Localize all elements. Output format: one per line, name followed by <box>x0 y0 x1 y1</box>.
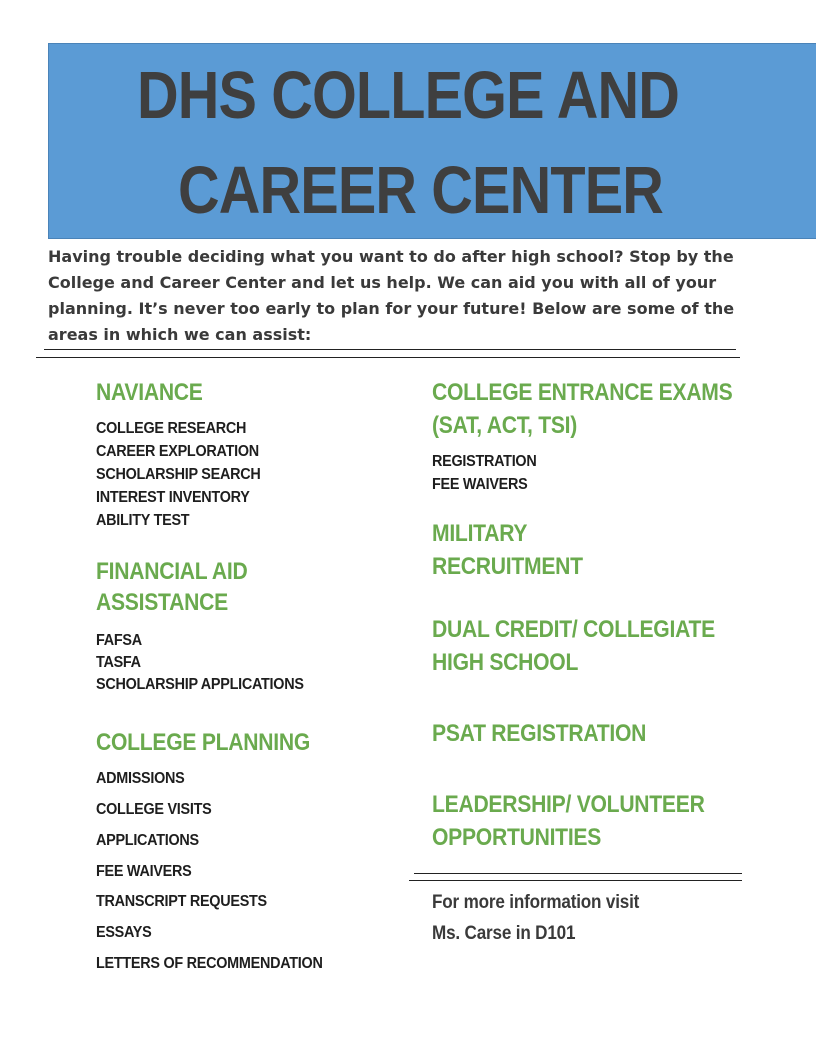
contact-info-line: Ms. Carse in D101 <box>432 923 576 944</box>
contact-divider-rule <box>409 880 742 881</box>
intro-line: areas in which we can assist: <box>48 325 312 344</box>
intro-paragraph <box>48 244 748 348</box>
section-heading-naviance: NAVIANCE <box>96 379 203 406</box>
section-heading-college-planning: COLLEGE PLANNING <box>96 729 311 756</box>
list-item: LETTERS OF RECOMMENDATION <box>96 955 323 972</box>
list-item: REGISTRATION <box>432 453 537 470</box>
section-heading-dual-credit: DUAL CREDIT/ COLLEGIATE <box>432 616 715 643</box>
list-item: SCHOLARSHIP APPLICATIONS <box>96 676 304 693</box>
banner-title-line-2: CAREER CENTER <box>178 153 664 228</box>
list-item: ESSAYS <box>96 924 152 941</box>
section-heading-leadership: LEADERSHIP/ VOLUNTEER <box>432 791 705 818</box>
list-item: ABILITY TEST <box>96 512 190 529</box>
section-heading-entrance-exams: COLLEGE ENTRANCE EXAMS <box>432 379 733 406</box>
section-heading-financial-aid: ASSISTANCE <box>96 589 228 616</box>
list-item: FEE WAIVERS <box>432 476 528 493</box>
list-item: COLLEGE VISITS <box>96 801 212 818</box>
list-item: TRANSCRIPT REQUESTS <box>96 893 267 910</box>
divider-rule <box>36 357 740 358</box>
contact-divider-rule <box>414 873 742 874</box>
list-item: ADMISSIONS <box>96 770 185 787</box>
list-item: TASFA <box>96 654 141 671</box>
section-heading-military: RECRUITMENT <box>432 553 583 580</box>
list-item: INTEREST INVENTORY <box>96 489 250 506</box>
section-heading-dual-credit: HIGH SCHOOL <box>432 649 579 676</box>
divider-rule <box>44 349 736 350</box>
list-item: CAREER EXPLORATION <box>96 443 259 460</box>
list-item: APPLICATIONS <box>96 832 199 849</box>
section-heading-psat: PSAT REGISTRATION <box>432 720 647 747</box>
intro-line: planning. It’s never too early to plan for your future! Below are some of the <box>48 299 735 318</box>
list-item: COLLEGE RESEARCH <box>96 420 247 437</box>
list-item: FAFSA <box>96 632 142 649</box>
intro-line: College and Career Center and let us help. We can aid you with all of your <box>48 273 717 292</box>
section-heading-leadership: OPPORTUNITIES <box>432 824 602 851</box>
title-banner <box>48 43 816 239</box>
section-heading-military: MILITARY <box>432 520 528 547</box>
section-heading-financial-aid: FINANCIAL AID <box>96 558 248 585</box>
contact-info-line: For more information visit <box>432 892 640 913</box>
banner-title-line-1: DHS COLLEGE AND <box>137 58 679 133</box>
section-heading-entrance-exams: (SAT, ACT, TSI) <box>432 412 578 439</box>
list-item: SCHOLARSHIP SEARCH <box>96 466 261 483</box>
intro-line: Having trouble deciding what you want to do after high school? Stop by the <box>48 247 734 266</box>
list-item: FEE WAIVERS <box>96 863 192 880</box>
